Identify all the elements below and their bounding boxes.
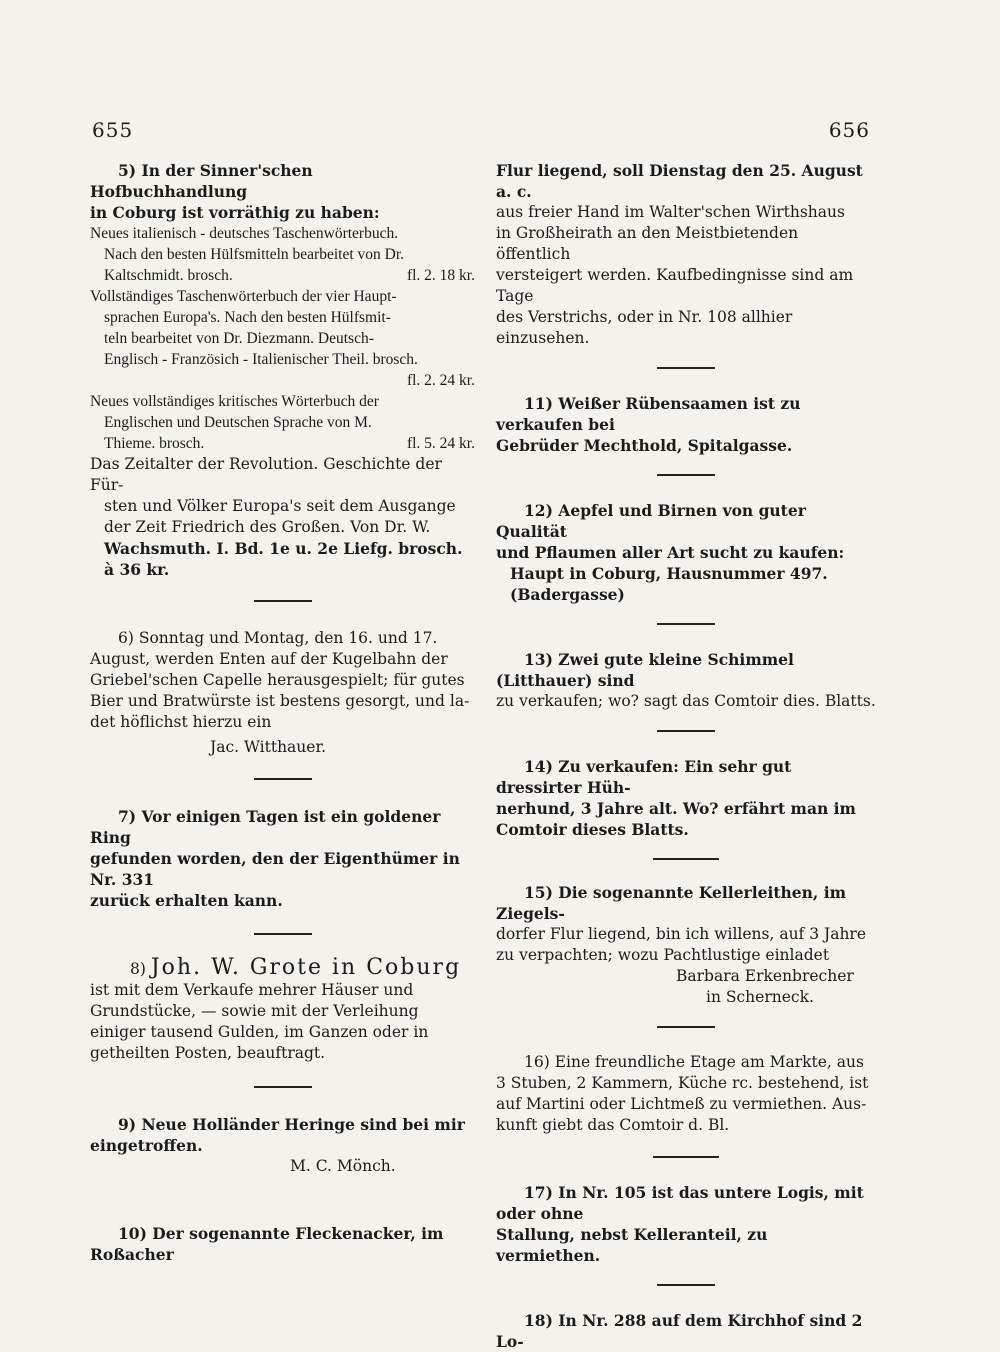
book-line: Das Zeitalter der Revolution. Geschichte der Für- xyxy=(90,455,442,494)
notice-line: 12) Aepfel und Birnen von guter Qualität xyxy=(496,501,806,541)
book-line: sten und Völker Europa's seit dem Ausgange xyxy=(104,497,456,515)
notice-10-start xyxy=(90,1223,475,1265)
notice-6 xyxy=(90,628,475,758)
signature: Barbara Erkenbrecher xyxy=(676,967,854,985)
notice-line: getheilten Posten, beauftragt. xyxy=(90,1044,326,1062)
notice-line: 7) Vor einigen Tagen ist ein goldener Ring xyxy=(90,807,441,847)
notice-line: 11) Weißer Rübensaamen ist zu verkaufen bei xyxy=(496,394,801,434)
book-line-text: Kaltschmidt. brosch. xyxy=(104,267,233,284)
notice-line: 14) Zu verkaufen: Ein sehr gut dressirter Hüh- xyxy=(496,757,792,797)
book-price: fl. 2. 18 kr. xyxy=(406,267,475,284)
notice-line: aus freier Hand im Walter'schen Wirthshaus xyxy=(496,203,845,221)
notice-line: Flur liegend, soll Dienstag den 25. August a. c. xyxy=(496,161,863,201)
notice-16 xyxy=(496,1052,876,1136)
separator-rule xyxy=(254,933,312,935)
separator-rule xyxy=(657,623,715,625)
book-line: Nach den besten Hülfsmitteln bearbeitet von Dr. xyxy=(104,246,405,263)
notice-line: in Großheirath an den Meistbietenden öffentlich xyxy=(496,224,799,263)
book-line: sprachen Europa's. Nach den besten Hülfsmit- xyxy=(104,309,391,326)
spacer xyxy=(90,1177,475,1223)
notice-line: des Verstrichs, oder in Nr. 108 allhier einzusehen. xyxy=(496,308,793,347)
notice-18-start xyxy=(496,1310,876,1352)
signature: M. C. Mönch. xyxy=(290,1157,396,1175)
notice-7 xyxy=(90,806,475,911)
book-line: der Zeit Friedrich des Großen. Von Dr. W. xyxy=(104,518,431,536)
page-number-left: 655 xyxy=(92,118,134,142)
notice-line: 13) Zwei gute kleine Schimmel (Litthauer) sind xyxy=(496,650,794,690)
book-line-text: Thieme. brosch. xyxy=(104,435,205,452)
book-listing-1 xyxy=(90,223,475,286)
book-line xyxy=(90,433,475,454)
notice-line: 3 Stuben, 2 Kammern, Küche rc. bestehend, ist xyxy=(496,1074,869,1092)
notice-line: August, werden Enten auf der Kugelbahn der xyxy=(90,650,448,668)
notice-14 xyxy=(496,756,876,840)
book-line: Vollständiges Taschenwörterbuch der vier Haupt- xyxy=(90,288,397,305)
notice-line: Stallung, nebst Kelleranteil, zu vermiethen. xyxy=(496,1225,768,1265)
page-number-right: 656 xyxy=(828,118,870,142)
notice-line: 6) Sonntag und Montag, den 16. und 17. xyxy=(118,629,438,647)
notice-line: Bier und Bratwürste ist bestens gesorgt, und la- xyxy=(90,692,470,710)
book-line: Neues italienisch - deutsches Taschenwörterbuch. xyxy=(90,225,399,242)
notice-12 xyxy=(496,500,876,605)
notice-9 xyxy=(90,1114,475,1177)
notice-line: det höflichst hierzu ein xyxy=(90,713,272,731)
separator-rule xyxy=(657,1284,715,1286)
notice-line: Griebel'schen Capelle herausgespielt; für gutes xyxy=(90,671,465,689)
signature: Jac. Witthauer. xyxy=(210,738,327,756)
notice-line: kunft giebt das Comtoir d. Bl. xyxy=(496,1116,730,1134)
book-line: Englischen und Deutschen Sprache von M. xyxy=(104,414,372,431)
notice-line: zu verpachten; wozu Pachtlustige einladet xyxy=(496,946,830,964)
notice-line: 18) In Nr. 288 auf dem Kirchhof sind 2 Lo- xyxy=(496,1311,863,1351)
notice-line: 9) Neue Holländer Heringe sind bei mir xyxy=(118,1115,465,1134)
notice-line: zu verkaufen; wo? sagt das Comtoir dies. Blatts. xyxy=(496,692,876,710)
notice-line: zurück erhalten kann. xyxy=(90,891,283,910)
notice-line: versteigert werden. Kaufbedingnisse sind am Tage xyxy=(496,266,854,305)
book-price: fl. 5. 24 kr. xyxy=(406,435,475,452)
book-price: fl. 2. 24 kr. xyxy=(406,372,475,389)
notice-line: 15) Die sogenannte Kellerleithen, im Ziegels- xyxy=(496,883,846,923)
separator-rule xyxy=(653,858,719,860)
notice-line: Gebrüder Mechthold, Spitalgasse. xyxy=(496,436,793,455)
notice-heading xyxy=(90,957,475,980)
book-line: Englisch - Französich - Italienischer Theil. brosch. xyxy=(104,351,418,368)
separator-rule xyxy=(254,1086,312,1088)
notice-heading-text: Joh. W. Grote in Coburg xyxy=(150,955,462,980)
notice-11 xyxy=(496,393,876,456)
notice-line: auf Martini oder Lichtmeß zu vermiethen. Aus- xyxy=(496,1095,867,1113)
notice-line: 16) Eine freundliche Etage am Markte, aus xyxy=(524,1053,864,1071)
notice-line: und Pflaumen aller Art sucht zu kaufen: xyxy=(496,543,845,562)
book-listing-4 xyxy=(90,454,475,580)
notice-line: eingetroffen. xyxy=(90,1136,203,1155)
notice-line: gefunden worden, den der Eigenthümer in Nr. 331 xyxy=(90,849,460,889)
notice-10-continued xyxy=(496,160,876,349)
notice-line: in Coburg ist vorräthig zu haben: xyxy=(90,203,380,222)
book-line: Neues vollständiges kritisches Wörterbuch der xyxy=(90,393,379,410)
signature-place: in Scherneck. xyxy=(706,988,814,1006)
notice-line: 17) In Nr. 105 ist das untere Logis, mit oder ohne xyxy=(496,1183,864,1223)
notice-line: ist mit dem Verkaufe mehrer Häuser und xyxy=(90,981,414,999)
right-column xyxy=(496,160,876,1352)
book-listing-2 xyxy=(90,286,475,391)
book-line: teln bearbeitet von Dr. Diezmann. Deutsch- xyxy=(104,330,374,347)
separator-rule xyxy=(653,1156,719,1158)
separator-rule xyxy=(254,600,312,602)
notice-number: 8) xyxy=(130,960,146,978)
book-listing-3 xyxy=(90,391,475,454)
notice-line: nerhund, 3 Jahre alt. Wo? erfährt man im xyxy=(496,799,856,818)
notice-13 xyxy=(496,649,876,712)
notice-line: Grundstücke, — sowie mit der Verleihung xyxy=(90,1002,419,1020)
separator-rule xyxy=(657,367,715,369)
separator-rule xyxy=(657,474,715,476)
notice-8 xyxy=(90,957,475,1064)
notice-line: 5) In der Sinner'schen Hofbuchhandlung xyxy=(90,161,313,201)
separator-rule xyxy=(254,778,312,780)
notice-line: Haupt in Coburg, Hausnummer 497. (Badergasse) xyxy=(510,564,828,604)
notice-line: dorfer Flur liegend, bin ich willens, auf 3 Jahre xyxy=(496,925,867,943)
separator-rule xyxy=(657,1026,715,1028)
notice-line: 10) Der sogenannte Fleckenacker, im Roßacher xyxy=(90,1224,444,1264)
notice-17 xyxy=(496,1182,876,1266)
notice-line: einiger tausend Gulden, im Ganzen oder in xyxy=(90,1023,429,1041)
notice-5 xyxy=(90,160,475,580)
book-line xyxy=(90,265,475,286)
notice-15 xyxy=(496,882,876,1008)
left-column xyxy=(90,160,475,1265)
book-line: Wachsmuth. I. Bd. 1e u. 2e Liefg. brosch. à 36 kr. xyxy=(104,539,463,579)
notice-line: Comtoir dieses Blatts. xyxy=(496,820,689,839)
separator-rule xyxy=(657,730,715,732)
